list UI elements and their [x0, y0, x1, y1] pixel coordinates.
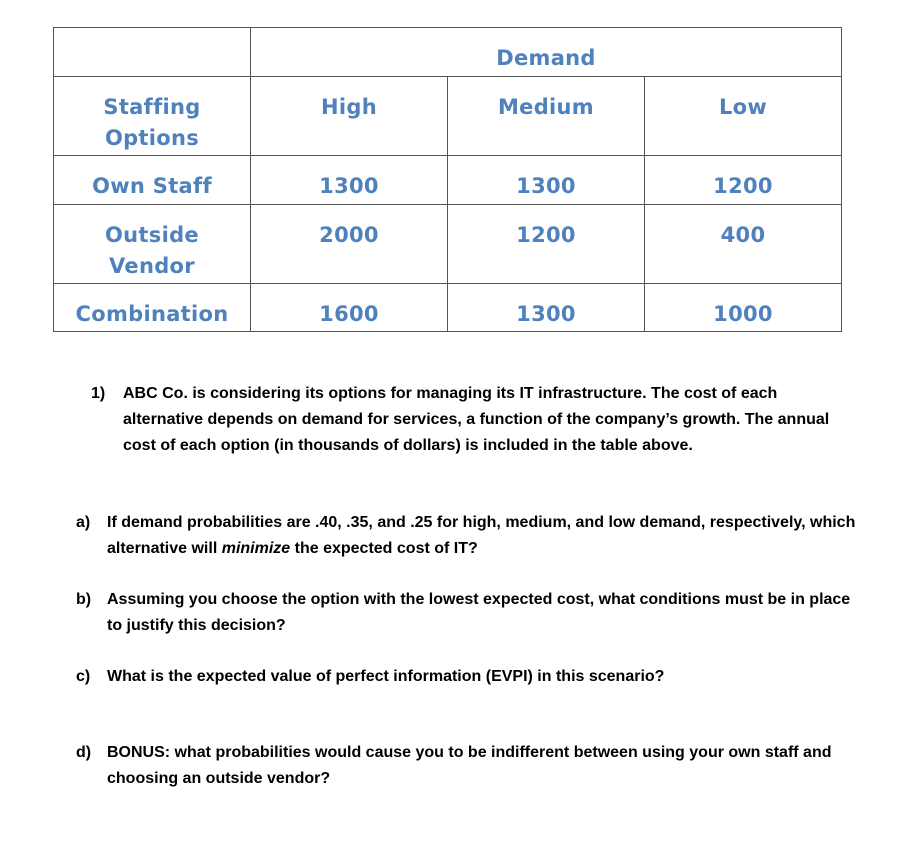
cell-value: 1300: [516, 302, 576, 326]
part-d: [76, 740, 856, 792]
table-corner-cell: [54, 28, 251, 77]
cell-value: 1300: [516, 174, 576, 198]
table-cell: [251, 156, 448, 205]
table-row: [54, 284, 842, 332]
staffing-options-label: Staffing Options: [103, 95, 201, 150]
table-row: [54, 205, 842, 284]
part-label: d): [76, 744, 92, 761]
cell-value: 1300: [319, 174, 379, 198]
row-label: Own Staff: [92, 174, 212, 198]
column-header: High: [321, 95, 377, 119]
part-label: a): [76, 514, 91, 531]
table-cell: [448, 156, 645, 205]
table-header-row: [54, 28, 842, 77]
table-cell: [448, 205, 645, 284]
cell-value: 2000: [319, 223, 379, 247]
part-b: [76, 587, 856, 639]
part-text: BONUS: what probabilities would cause you to be indifferent between using your own staff and choosing an outside vendor?: [107, 744, 832, 787]
column-header: Low: [718, 95, 768, 119]
table-cell: [645, 284, 842, 332]
staffing-options-cell: [54, 77, 251, 156]
row-label-cell: [54, 284, 251, 332]
decision-cost-table: [53, 27, 842, 332]
part-text: [107, 510, 866, 562]
table-row: [54, 156, 842, 205]
part-text-emphasis: minimize: [221, 540, 291, 557]
demand-header: Demand: [496, 46, 596, 70]
question-text: ABC Co. is considering its options for managing its IT infrastructure. The cost of each alternative depends on demand for services, a function of the company’s growth. The annual cost of each option (in thousands of dollars) is included in the table above.: [123, 385, 830, 454]
part-label: c): [76, 668, 91, 685]
row-label-cell: [54, 156, 251, 205]
cell-value: 1200: [516, 223, 576, 247]
question-number: 1): [91, 385, 106, 402]
part-text: Assuming you choose the option with the lowest expected cost, what conditions must be in place to justify this decision?: [107, 591, 851, 634]
cell-value: 400: [720, 223, 766, 247]
part-label: b): [76, 591, 92, 608]
part-a: [76, 510, 866, 562]
table-subheader-row: [54, 77, 842, 156]
table-cell: [645, 205, 842, 284]
part-c: [76, 664, 856, 690]
question-1: [91, 381, 831, 459]
cell-value: 1000: [713, 302, 773, 326]
part-text: What is the expected value of perfect information (EVPI) in this scenario?: [107, 668, 665, 685]
row-label: Outside Vendor: [105, 223, 199, 278]
row-label-cell: [54, 205, 251, 284]
part-text-after: the expected cost of IT?: [290, 540, 478, 557]
table-cell: [251, 284, 448, 332]
part-text-before: If demand probabilities are .40, .35, and .25 for high, medium, and low demand, respectively, which alternative will: [107, 514, 856, 557]
row-label: Combination: [75, 302, 229, 326]
column-header: Medium: [497, 95, 594, 119]
table-cell: [251, 205, 448, 284]
table-cell: [645, 156, 842, 205]
table-cell: [448, 284, 645, 332]
demand-col-medium: [448, 77, 645, 156]
demand-col-low: [645, 77, 842, 156]
demand-header-cell: [251, 28, 842, 77]
cell-value: 1200: [713, 174, 773, 198]
demand-col-high: [251, 77, 448, 156]
cell-value: 1600: [319, 302, 379, 326]
